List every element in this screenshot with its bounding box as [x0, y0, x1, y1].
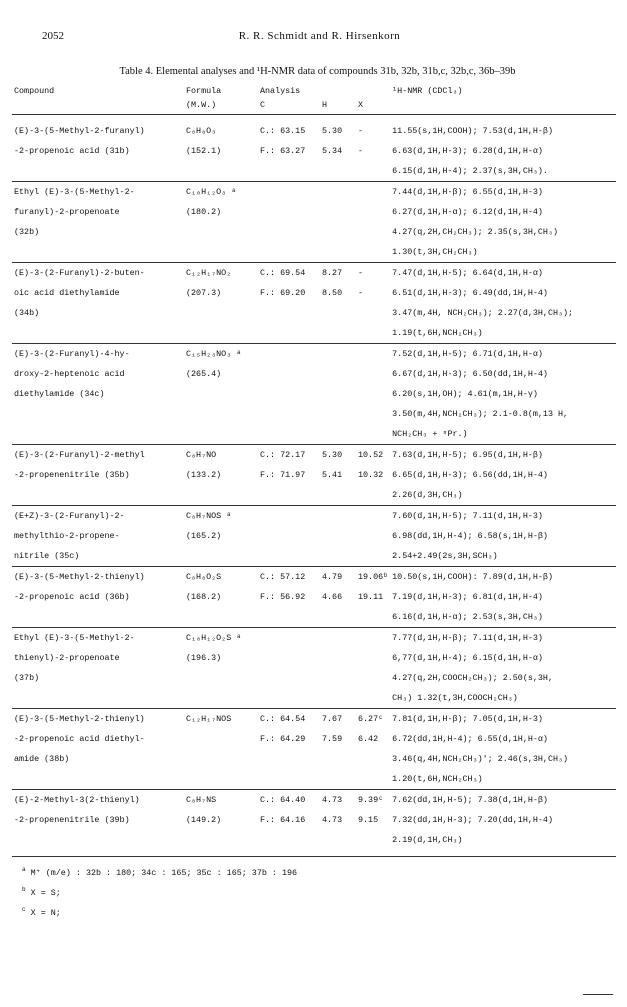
compound-line: methylthio-2-propene-: [14, 531, 120, 541]
cell-c: [258, 445, 320, 506]
h-line: 8.50: [322, 288, 343, 298]
nmr-line: 1.30(t,3H,CH₂CH₃): [392, 247, 478, 257]
cell-h: [320, 344, 356, 445]
nmr-line: 6.27(d,1H,H-α); 6.12(d,1H,H-4): [392, 207, 543, 217]
c-line: C.: 72.17: [260, 450, 306, 460]
footnote-rule: [12, 856, 616, 857]
cell-nmr: [390, 506, 616, 567]
c-line: C.: 64.40: [260, 795, 306, 805]
x-line: 6.42: [358, 734, 379, 744]
table-header-row-1: [12, 86, 616, 100]
nmr-line: 1.19(t,6H,NCH₂CH₃): [392, 328, 483, 338]
formula-line: (168.2): [186, 592, 222, 602]
cell-h: [320, 506, 356, 567]
cell-h: [320, 115, 356, 182]
formula-line: (180.2): [186, 207, 222, 217]
cell-compound: [12, 263, 184, 344]
table-row: [12, 567, 616, 628]
cell-h: [320, 628, 356, 709]
nmr-line: 7.52(d,1H,H-5); 6.71(d,1H,H-α): [392, 349, 543, 359]
cell-formula: [184, 182, 258, 263]
formula-line: C₁₀H₁₂O₃ ᵃ: [186, 187, 237, 197]
cell-x: [356, 709, 390, 790]
nmr-line: 7.77(d,1H,H-β); 7.11(d,1H,H-3): [392, 633, 543, 643]
nmr-line: CH₃) 1.32(t,3H,COOCH₂CH₃): [392, 693, 518, 703]
compound-line: -2-propenenitrile (39b): [14, 815, 130, 825]
compound-line: -2-propenoic acid diethyl-: [14, 734, 145, 744]
c-line: F.: 63.27: [260, 146, 306, 156]
formula-line: (265.4): [186, 369, 222, 379]
formula-line: C₁₂H₁₇NO₂: [186, 268, 232, 278]
compound-line: nitrile (35c): [14, 551, 80, 561]
compound-line: Ethyl (E)-3-(5-Methyl-2-: [14, 633, 135, 643]
cell-c: [258, 263, 320, 344]
cell-formula: [184, 709, 258, 790]
h-line: 4.73: [322, 795, 343, 805]
h-line: 5.34: [322, 146, 343, 156]
x-line: 10.32: [358, 470, 384, 480]
table-caption: Table 4. Elemental analyses and ¹H-NMR data of compounds 31b, 32b, 31b,c, 32b,c, 36b–39b: [119, 66, 516, 77]
compound-line: droxy-2-heptenoic acid: [14, 369, 125, 379]
cell-compound: [12, 344, 184, 445]
x-line: 9.15: [358, 815, 379, 825]
page-number: 2052: [42, 30, 64, 42]
table-row: [12, 115, 616, 182]
nmr-line: 6.51(d,1H,H-3); 6.49(dd,1H,H-4): [392, 288, 548, 298]
x-line: -: [358, 268, 364, 278]
compound-line: (32b): [14, 227, 40, 237]
x-line: 6.27ᶜ: [358, 714, 384, 724]
c-line: F.: 64.16: [260, 815, 306, 825]
cell-x: [356, 263, 390, 344]
cell-c: [258, 709, 320, 790]
nmr-line: 7.62(dd,1H,H-5); 7.38(d,1H,H-β): [392, 795, 548, 805]
footnote-c: $^c$ X = N;: [22, 906, 61, 918]
nmr-line: 2.26(d,3H,CH₃): [392, 490, 463, 500]
x-line: 19.06ᵇ: [358, 572, 389, 582]
cell-formula: [184, 263, 258, 344]
compound-line: diethylamide (34c): [14, 389, 105, 399]
compound-line: (E)-3-(2-Furanyl)-2-methyl: [14, 450, 145, 460]
formula-line: C₁₀H₁₂O₂S ᵃ: [186, 633, 242, 643]
compound-line: (E+Z)-3-(2-Furanyl)-2-: [14, 511, 125, 521]
x-line: 19.11: [358, 592, 384, 602]
c-line: C.: 63.15: [260, 126, 306, 136]
compound-line: Ethyl (E)-3-(5-Methyl-2-: [14, 187, 135, 197]
table-row: [12, 628, 616, 709]
nmr-line: 7.32(dd,1H,H-3); 7.20(dd,1H,H-4): [392, 815, 553, 825]
h-line: 7.59: [322, 734, 343, 744]
cell-x: [356, 790, 390, 851]
nmr-line: 4.27(q,2H,COOCH₂CH₃); 2.50(s,3H,: [392, 673, 553, 683]
compound-line: -2-propenenitrile (35b): [14, 470, 130, 480]
cell-compound: [12, 506, 184, 567]
compound-line: (37b): [14, 673, 40, 683]
formula-line: C₁₅H₂₃NO₃ ᵃ: [186, 349, 242, 359]
nmr-line: 6.20(s,1H,OH); 4.61(m,1H,H-γ): [392, 389, 538, 399]
cell-compound: [12, 709, 184, 790]
h-line: 4.66: [322, 592, 343, 602]
nmr-line: 1.20(t,6H,NCH₂CH₃): [392, 774, 483, 784]
table-row: [12, 263, 616, 344]
formula-line: C₈H₈O₃: [186, 126, 217, 136]
nmr-line: 7.47(d,1H,H-5); 6.64(d,1H,H-α): [392, 268, 543, 278]
cell-nmr: [390, 628, 616, 709]
header-compound: Compound: [14, 86, 55, 96]
cell-nmr: [390, 567, 616, 628]
cell-compound: [12, 628, 184, 709]
formula-line: C₈H₇NS: [186, 795, 217, 805]
x-line: 10.52: [358, 450, 384, 460]
footnote-b: $^b$ X = S;: [22, 886, 61, 898]
formula-line: (149.2): [186, 815, 222, 825]
cell-h: [320, 567, 356, 628]
cell-c: [258, 628, 320, 709]
formula-line: (165.2): [186, 531, 222, 541]
cell-nmr: [390, 790, 616, 851]
nmr-line: 10.50(s,1H,COOH): 7.89(d,1H,H-β): [392, 572, 553, 582]
cell-formula: [184, 506, 258, 567]
nmr-line: 6.15(d,1H,H-4); 2.37(s,3H,CH₃).: [392, 166, 548, 176]
formula-line: (152.1): [186, 146, 222, 156]
header-formula: Formula: [186, 86, 222, 96]
c-line: F.: 71.97: [260, 470, 306, 480]
cell-x: [356, 506, 390, 567]
c-line: F.: 69.20: [260, 288, 306, 298]
nmr-line: 6.72(dd,1H,H-4); 6.55(d,1H,H-α): [392, 734, 548, 744]
c-line: F.: 56.92: [260, 592, 306, 602]
compound-line: (34b): [14, 308, 40, 318]
table-row: [12, 344, 616, 445]
cell-c: [258, 567, 320, 628]
nmr-line: 7.63(d,1H,H-5); 6.95(d,1H,H-β): [392, 450, 543, 460]
cell-formula: [184, 628, 258, 709]
compound-line: thienyl)-2-propenoate: [14, 653, 120, 663]
cell-c: [258, 506, 320, 567]
x-line: -: [358, 126, 364, 136]
cell-x: [356, 445, 390, 506]
cell-x: [356, 567, 390, 628]
formula-line: (207.3): [186, 288, 222, 298]
cell-compound: [12, 182, 184, 263]
h-line: 4.73: [322, 815, 343, 825]
nmr-line: 7.44(d,1H,H-β); 6.55(d,1H,H-3): [392, 187, 543, 197]
cell-h: [320, 263, 356, 344]
cell-h: [320, 445, 356, 506]
formula-line: C₈H₇NO: [186, 450, 217, 460]
table-row: [12, 709, 616, 790]
c-line: C.: 57.12: [260, 572, 306, 582]
cell-compound: [12, 445, 184, 506]
nmr-line: 6.67(d,1H,H-3); 6.50(dd,1H,H-4): [392, 369, 548, 379]
cell-nmr: [390, 115, 616, 182]
cell-h: [320, 709, 356, 790]
header-h: H: [322, 100, 328, 110]
cell-h: [320, 182, 356, 263]
compound-line: oic acid diethylamide: [14, 288, 120, 298]
cell-compound: [12, 790, 184, 851]
h-line: 5.30: [322, 126, 343, 136]
nmr-line: 6.16(d,1H,H-α); 2.53(s,3H,CH₃): [392, 612, 543, 622]
header-nmr: ¹H-NMR (CDCl₃): [392, 86, 463, 96]
compound-line: (E)-3-(5-Methyl-2-furanyl): [14, 126, 145, 136]
nmr-line: 7.60(d,1H,H-5); 7.11(d,1H,H-3): [392, 511, 543, 521]
nmr-line: 6.63(d,1H,H-3); 6.28(d,1H,H-α): [392, 146, 543, 156]
c-line: C.: 64.54: [260, 714, 306, 724]
nmr-line: 3.50(m,4H,NCH₂CH₃); 2.1-0.8(m,13 H,: [392, 409, 569, 419]
h-line: 8.27: [322, 268, 343, 278]
formula-line: (133.2): [186, 470, 222, 480]
table-row: [12, 445, 616, 506]
table-row: [12, 182, 616, 263]
cell-formula: [184, 445, 258, 506]
footnote-a: $^a$ M⁺ (m/e) : 32b : 180; 34c : 165; 35c : 165; 37b : 196: [22, 866, 298, 878]
cell-compound: [12, 115, 184, 182]
nmr-line: 3.47(m,4H, NCH₂CH₃); 2.27(d,3H,CH₃);: [392, 308, 574, 318]
header-analysis: Analysis: [260, 86, 301, 96]
h-line: 4.79: [322, 572, 343, 582]
cell-formula: [184, 790, 258, 851]
nmr-line: 4.27(q,2H,CH₂CH₃); 2.35(s,3H,CH₃): [392, 227, 559, 237]
page-corner-rule: [583, 994, 613, 995]
h-line: 5.30: [322, 450, 343, 460]
running-head: R. R. Schmidt and R. Hirsenkorn: [238, 30, 401, 42]
compound-line: amide (38b): [14, 754, 70, 764]
cell-c: [258, 790, 320, 851]
compound-line: furanyl)-2-propenoate: [14, 207, 120, 217]
cell-c: [258, 115, 320, 182]
cell-c: [258, 344, 320, 445]
formula-line: C₈H₇NOS ᵃ: [186, 511, 232, 521]
table-header-row-2: [12, 100, 616, 115]
cell-compound: [12, 567, 184, 628]
cell-nmr: [390, 344, 616, 445]
c-line: F.: 64.29: [260, 734, 306, 744]
x-line: -: [358, 146, 364, 156]
cell-formula: [184, 567, 258, 628]
formula-line: C₁₂H₁₇NOS: [186, 714, 232, 724]
cell-formula: [184, 344, 258, 445]
cell-nmr: [390, 445, 616, 506]
compound-line: -2-propenoic acid (36b): [14, 592, 130, 602]
nmr-line: 7.81(d,1H,H-β); 7.05(d,1H,H-3): [392, 714, 543, 724]
h-line: 7.67: [322, 714, 343, 724]
nmr-line: 2.19(d,1H,CH₃): [392, 835, 463, 845]
table-row: [12, 790, 616, 851]
compound-line: (E)-3-(2-Furanyl)-4-hy-: [14, 349, 130, 359]
compound-line: (E)-2-Methyl-3(2-thienyl): [14, 795, 140, 805]
nmr-line: 6.98(dd,1H,H-4); 6.58(s,1H,H-β): [392, 531, 548, 541]
compound-line: (E)-3-(5-Methyl-2-thienyl): [14, 572, 145, 582]
x-line: 9.39ᶜ: [358, 795, 384, 805]
header-mw: (M.W.): [186, 100, 217, 110]
compound-line: (E)-3-(2-Furanyl)-2-buten-: [14, 268, 145, 278]
cell-formula: [184, 115, 258, 182]
cell-x: [356, 628, 390, 709]
formula-line: (196.3): [186, 653, 222, 663]
nmr-line: 6,77(d,1H,H-4); 6.15(d,1H,H-α): [392, 653, 543, 663]
header-c: C: [260, 100, 266, 110]
cell-nmr: [390, 709, 616, 790]
nmr-line: 3.46(q,4H,NCH₂CH₃)'; 2.46(s,3H,CH₃): [392, 754, 569, 764]
data-table: [12, 86, 616, 850]
cell-nmr: [390, 263, 616, 344]
cell-c: [258, 182, 320, 263]
nmr-line: 6.65(d,1H,H-3); 6.56(dd,1H,H-4): [392, 470, 548, 480]
cell-h: [320, 790, 356, 851]
header-x: X: [358, 100, 364, 110]
cell-nmr: [390, 182, 616, 263]
nmr-line: 7.19(d,1H,H-3); 6.81(d,1H,H-4): [392, 592, 543, 602]
cell-x: [356, 344, 390, 445]
formula-line: C₈H₈O₂S: [186, 572, 222, 582]
nmr-line: 11.55(s,1H,COOH); 7.53(d,1H,H-β): [392, 126, 553, 136]
c-line: C.: 69.54: [260, 268, 306, 278]
x-line: -: [358, 288, 364, 298]
nmr-line: 2.54+2.49(2s,3H,SCH₃): [392, 551, 498, 561]
compound-line: (E)-3-(5-Methyl-2-thienyl): [14, 714, 145, 724]
h-line: 5.41: [322, 470, 343, 480]
compound-line: -2-propenoic acid (31b): [14, 146, 130, 156]
nmr-line: NCH₂CH₃ + ⁿPr.): [392, 429, 468, 439]
table-row: [12, 506, 616, 567]
cell-x: [356, 182, 390, 263]
cell-x: [356, 115, 390, 182]
